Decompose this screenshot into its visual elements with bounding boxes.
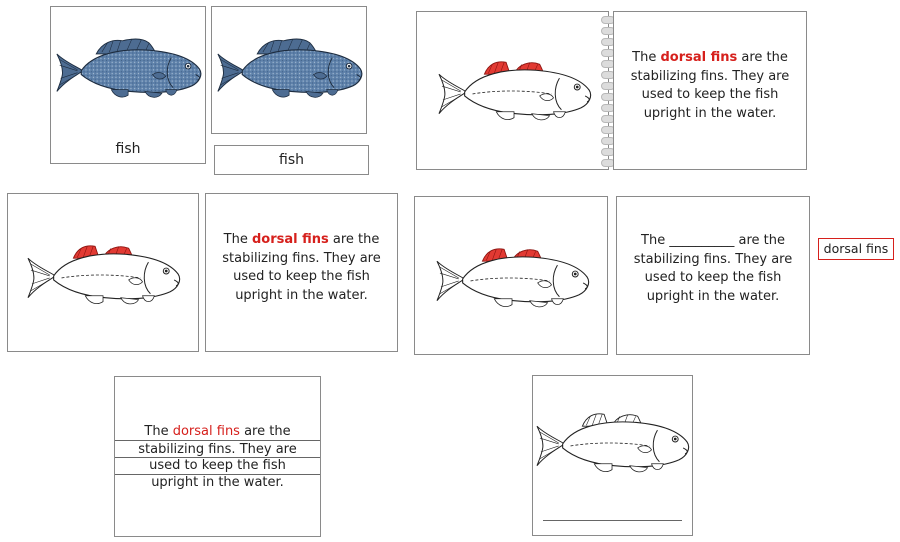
- blue-fish-image: [55, 35, 205, 101]
- picture-card-label: fish: [115, 141, 141, 157]
- dorsal-fin-fish-image: [435, 241, 593, 311]
- picture-card-with-label: [50, 6, 206, 164]
- picture-card: [211, 6, 367, 134]
- definition-text-post: are the stabilizing fins. They are used to keep the fish upright in the water.: [222, 232, 381, 303]
- outline-fish-image: [535, 406, 693, 476]
- booklet-definition: [628, 49, 792, 123]
- definition-picture-card: [7, 193, 199, 352]
- writing-line: [543, 520, 682, 521]
- worksheet-term: dorsal fins: [172, 424, 240, 439]
- label-card: [214, 145, 369, 175]
- blank-definition-text: [631, 232, 795, 306]
- definition-text-pre: The: [223, 232, 252, 247]
- blue-fish-image: [216, 35, 366, 101]
- term-label-text: dorsal fins: [823, 241, 889, 256]
- coloring-card: [532, 375, 693, 536]
- booklet-text-post: are the stabilizing fins. They are used to keep the fish upright in the water.: [630, 50, 790, 121]
- blank-picture-card: [414, 196, 608, 355]
- definition-text: [220, 231, 383, 305]
- blank-definition-card: [616, 196, 810, 355]
- blank-text-pre: The: [641, 233, 670, 248]
- dorsal-fin-fish-image: [26, 238, 184, 308]
- booklet-picture-page: [416, 11, 609, 170]
- worksheet-line-3: used to keep the fish: [149, 458, 286, 473]
- worksheet-line-2: stabilizing fins. They are: [138, 442, 297, 457]
- booklet-text-pre: The: [632, 50, 661, 65]
- label-card-text: fish: [279, 152, 304, 168]
- worksheet-line-4: upright in the water.: [151, 475, 284, 490]
- booklet-text-page: [613, 11, 807, 170]
- ruled-worksheet: [114, 376, 321, 537]
- definition-card: [205, 193, 398, 352]
- definition-term: dorsal fins: [251, 232, 329, 247]
- booklet-term: dorsal fins: [660, 50, 738, 65]
- term-label-card: [818, 238, 894, 260]
- blank-text-post: are the stabilizing fins. They are used to keep the fish upright in the water.: [633, 233, 793, 304]
- blank-line: __________: [669, 233, 735, 248]
- worksheet-line-1: [115, 423, 320, 442]
- worksheet-line-1-post: are the: [239, 424, 291, 439]
- dorsal-fin-fish-image: [437, 54, 595, 124]
- worksheet-line-1-pre: The: [144, 424, 173, 439]
